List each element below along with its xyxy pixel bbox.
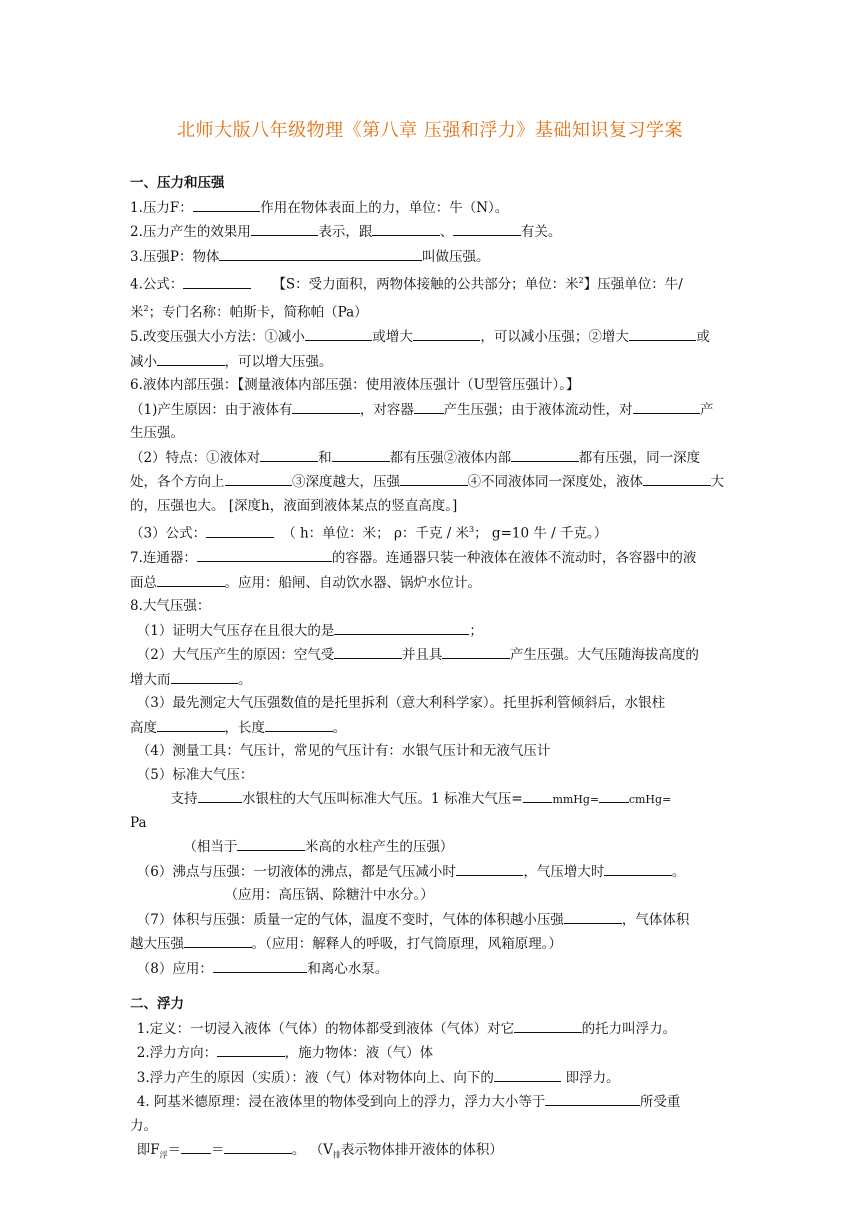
fill-blank[interactable] [184, 932, 252, 948]
item-8: 8.大气压强： [130, 598, 211, 614]
item-6-1: （1)产生原因：由于液体有 ，对容器 产生压强；由于液体流动性，对 产 [130, 398, 735, 423]
fill-blank[interactable] [217, 1041, 285, 1057]
fill-blank[interactable] [157, 350, 225, 366]
item-7: 7.连通器： 的容器。连通器只装一种液体在液体不流动时，各容器中的液 [130, 546, 735, 571]
fill-blank[interactable] [372, 220, 440, 236]
fill-blank[interactable] [456, 860, 524, 876]
item-8-1: （1）证明大气压存在且很大的是 ； [130, 619, 735, 644]
item-6-3: （3）公式： （ h：单位：米； ρ：千克 / 米$^3$； g=10 牛 / 千克。） [130, 518, 735, 546]
buoyancy-item-1: 1.定义：一切浸入液体（气体）的物体都受到液体（气体）对它 的托力叫浮力。 [130, 1017, 735, 1042]
fill-blank[interactable] [514, 1017, 582, 1033]
item-8-2-cont: 增大而 。 [130, 668, 735, 693]
fill-blank[interactable] [197, 546, 332, 562]
section-heading-pressure: 一、压力和压强 [130, 175, 225, 191]
fill-blank[interactable] [292, 398, 360, 414]
fill-blank[interactable] [334, 643, 402, 659]
fill-blank[interactable] [633, 398, 701, 414]
item-7-cont: 面总 。应用：船闸、自动饮水器、锅炉水位计。 [130, 571, 735, 596]
fill-blank[interactable] [157, 716, 225, 732]
item-8-5-body: 支持 水银柱的大气压叫标准大气压。1 标准大气压= mmHg= cmHg= [130, 787, 735, 812]
item-2: 2.压力产生的效果用 表示，跟 、 有关。 [130, 220, 735, 245]
item-8-3-cont: 高度 ，长度 。 [130, 716, 735, 741]
fill-blank[interactable] [213, 957, 308, 973]
item-6-2-cont2: 的，压强也大。 [深度h，液面到液体某点的竖直高度。] [130, 497, 458, 514]
item-8-6-note: （应用：高压锅、除糖汁中水分。） [224, 887, 434, 903]
item-4: 4.公式： 【S：受力面积，两物体接触的公共部分；单位：米$^2$】压强单位：牛/ [130, 269, 735, 297]
fill-blank[interactable] [414, 398, 444, 414]
fill-blank[interactable] [511, 446, 579, 462]
item-8-2: （2）大气压产生的原因：空气受 并且具 产生压强。大气压随海拔高度的 [130, 643, 735, 668]
item-8-7-cont: 越大压强 。（应用：解释人的呼吸，打气筒原理，风箱原理。） [130, 932, 735, 957]
fill-blank[interactable] [237, 835, 305, 851]
fill-blank[interactable] [332, 446, 390, 462]
fill-blank[interactable] [400, 470, 468, 486]
item-3: 3.压强P：物体 叫做压强。 [130, 245, 735, 270]
item-4-cont: 米$^2$；专门名称：帕斯卡，简称帕（Pa） [130, 304, 368, 321]
buoyancy-item-4: 4. 阿基米德原理：浸在液体里的物体受到向上的浮力，浮力大小等于 所受重 [130, 1090, 735, 1115]
item-8-6: （6）沸点与压强：一切液体的沸点，都是气压减小时 ，气压增大时 。 [130, 860, 735, 885]
fill-blank[interactable] [494, 1066, 562, 1082]
fill-blank[interactable] [643, 470, 711, 486]
fill-blank[interactable] [251, 220, 319, 236]
item-8-5-body-cont: Pa [130, 814, 147, 831]
fill-blank[interactable] [305, 325, 373, 341]
item-6: 6.液体内部压强：【测量液体内部压强：使用液体压强计（U型管压强计）。】 [130, 377, 580, 393]
item-8-4: （4）测量工具：气压计，常见的气压计有：水银气压计和无液气压计 [136, 743, 551, 759]
fill-blank[interactable] [334, 619, 469, 635]
fill-blank[interactable] [599, 787, 629, 803]
fill-blank[interactable] [413, 325, 481, 341]
section-heading-buoyancy: 二、浮力 [130, 996, 184, 1012]
item-8-8: （8）应用： 和离心水泵。 [130, 957, 735, 982]
fill-blank[interactable] [523, 787, 553, 803]
fill-blank[interactable] [219, 245, 422, 261]
fill-blank[interactable] [629, 325, 697, 341]
item-6-2: （2）特点：①液体对 和 都有压强②液体内部 都有压强，同一深度 [130, 446, 735, 471]
item-8-5: （5）标准大气压： [136, 766, 254, 783]
buoyancy-item-3: 3.浮力产生的原因（实质）：液（气）体对物体向上、向下的 即浮力。 [130, 1066, 735, 1091]
fill-blank[interactable] [171, 668, 239, 684]
document-body [130, 172, 735, 1167]
page-title: 北师大版八年级物理《第八章 压强和浮力》基础知识复习学案 [177, 120, 683, 141]
buoyancy-item-4-cont: 力。 [130, 1117, 157, 1134]
fill-blank[interactable] [183, 273, 251, 289]
item-6-2-cont: 处，各个方向上 ③深度越大，压强 ④不同液体同一深度处，液体 大 [130, 470, 735, 495]
item-5-cont: 减小 ，可以增大压强。 [130, 350, 735, 375]
item-1: 1.压力F： 作用在物体表面上的力，单位：牛（N）。 [130, 196, 735, 221]
fill-blank[interactable] [260, 446, 318, 462]
fill-blank[interactable] [225, 470, 293, 486]
fill-blank[interactable] [224, 1138, 292, 1154]
buoyancy-item-5: 即$F_浮=$ ＝ 。 （$V_排$表示物体排开液体的体积） [130, 1138, 735, 1167]
fill-blank[interactable] [545, 1090, 640, 1106]
item-8-3: （3）最先测定大气压强数值的是托里拆利（意大利科学家）。托里拆利管倾斜后，水银柱 [136, 695, 666, 711]
item-8-7: （7）体积与压强：质量一定的气体，温度不变时，气体的体积越小压强 ，气体体积 [130, 908, 735, 933]
fill-blank[interactable] [198, 787, 243, 803]
fill-blank[interactable] [604, 860, 672, 876]
fill-blank[interactable] [453, 220, 521, 236]
fill-blank[interactable] [206, 522, 274, 538]
fill-blank[interactable] [442, 643, 510, 659]
fill-blank[interactable] [157, 571, 225, 587]
fill-blank[interactable] [193, 196, 261, 212]
fill-blank[interactable] [564, 908, 622, 924]
item-6-1-cont: 生压强。 [130, 425, 184, 441]
fill-blank[interactable] [265, 716, 333, 732]
item-8-5-note: （相当于 米高的水柱产生的压强） [130, 835, 735, 860]
buoyancy-item-2: 2.浮力方向： ，施力物体：液（气）体 [130, 1041, 735, 1066]
item-5: 5.改变压强大小方法：①减小 或增大 ，可以减小压强；②增大 或 [130, 325, 735, 350]
fill-blank[interactable] [181, 1138, 211, 1154]
